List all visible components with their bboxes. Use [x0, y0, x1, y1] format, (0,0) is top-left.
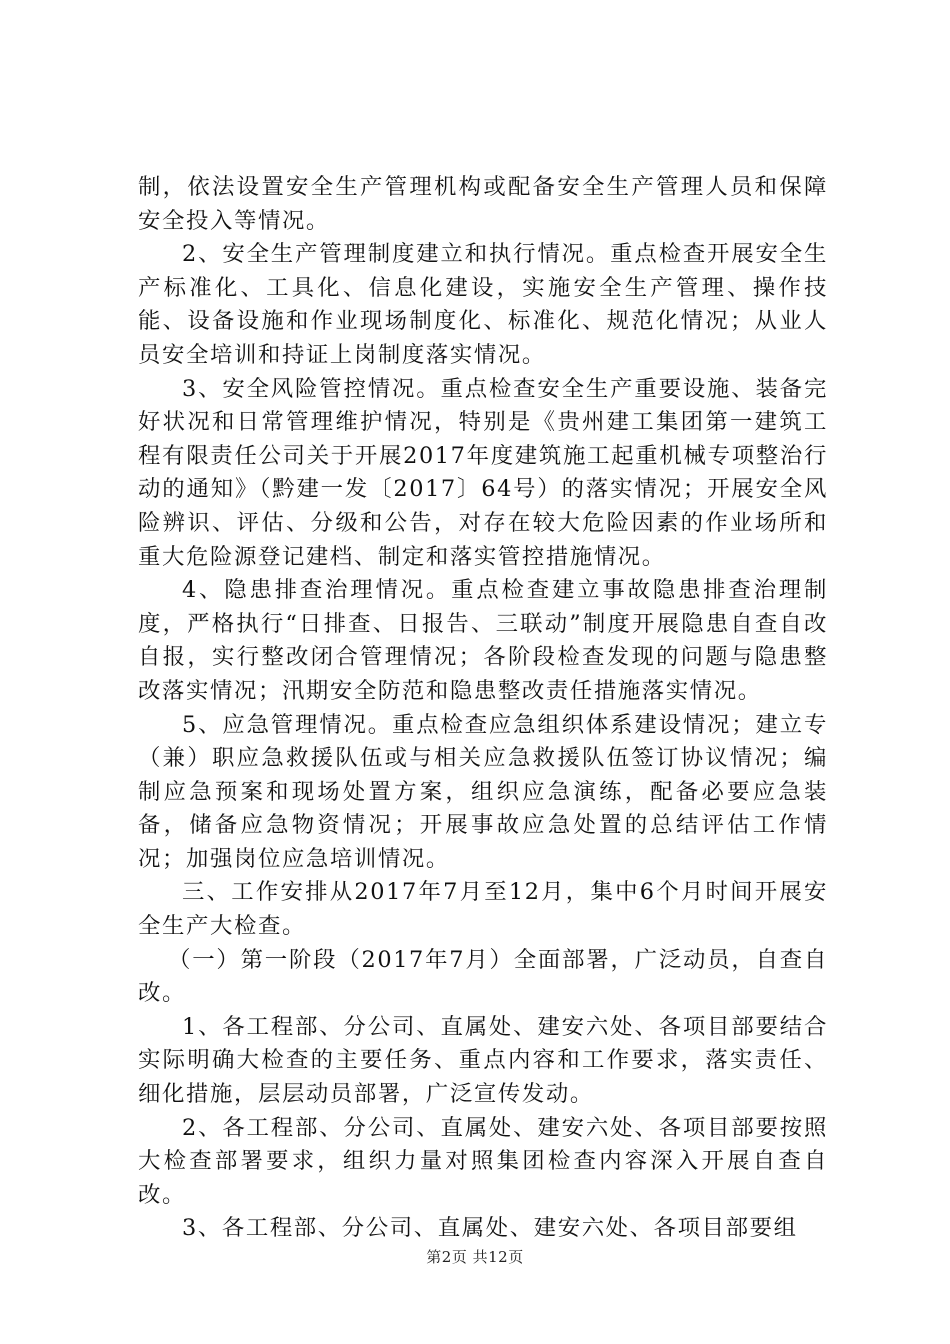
paragraph-item-5: 5、应急管理情况。重点检查应急组织体系建设情况；建立专（兼）职应急救援队伍或与相关应急救援队伍签订协议情况；编制应急预案和现场处置方案，组织应急演练，配备必要应急装备，储备应急物资情况；开展事故应急处置的总结评估工作情况；加强岗位应急培训情况。 [138, 711, 828, 872]
paragraph-item-2: 2、安全生产管理制度建立和执行情况。重点检查开展安全生产标准化、工具化、信息化建设，实施安全生产管理、操作技能、设备设施和作业现场制度化、标准化、规范化情况；从业人员安全培训和持证上岗制度落实情况。 [138, 241, 828, 368]
paragraph-phase-item-3: 3、各工程部、分公司、直属处、建安六处、各项目部要组 [182, 1215, 798, 1242]
section-heading-work-arrangement: 三、工作安排从2017年7月至12月，集中6个月时间开展安全生产大检查。 [138, 879, 828, 940]
paragraph-phase-item-2: 2、各工程部、分公司、直属处、建安六处、各项目部要按照大检查部署要求，组织力量对照集团检查内容深入开展自查自改。 [138, 1114, 828, 1208]
paragraph-phase-item-1: 1、各工程部、分公司、直属处、建安六处、各项目部要结合实际明确大检查的主要任务、重点内容和工作要求，落实责任、细化措施，层层动员部署，广泛宣传发动。 [138, 1013, 828, 1108]
page-number-footer: 第2页 共12页 [426, 1248, 524, 1266]
paragraph-continuation: 制，依法设置安全生产管理机构或配备安全生产管理人员和保障安全投入等情况。 [138, 174, 828, 234]
paragraph-item-3: 3、安全风险管控情况。重点检查安全生产重要设施、装备完好状况和日常管理维护情况，特别是《贵州建工集团第一建筑工程有限责任公司关于开展2017年度建筑施工起重机械专项整治行动的通知》（黔建一发〔2017〕64号）的落实情况；开展安全风险辨识、评估、分级和公告，对存在较大危险因素的作业场所和重大危险源登记建档、制定和落实管控措施情况。 [138, 375, 828, 570]
subsection-heading-phase-one: （一）第一阶段（2017年7月）全面部署，广泛动员，自查自改。 [138, 946, 828, 1007]
paragraph-item-4: 4、隐患排查治理情况。重点检查建立事故隐患排查治理制度，严格执行“日排查、日报告、三联动”制度开展隐患自查自改自报，实行整改闭合管理情况；各阶段检查发现的问题与隐患整改落实情况；汛期安全防范和隐患整改责任措施落实情况。 [138, 577, 828, 704]
document-body [138, 171, 828, 1246]
